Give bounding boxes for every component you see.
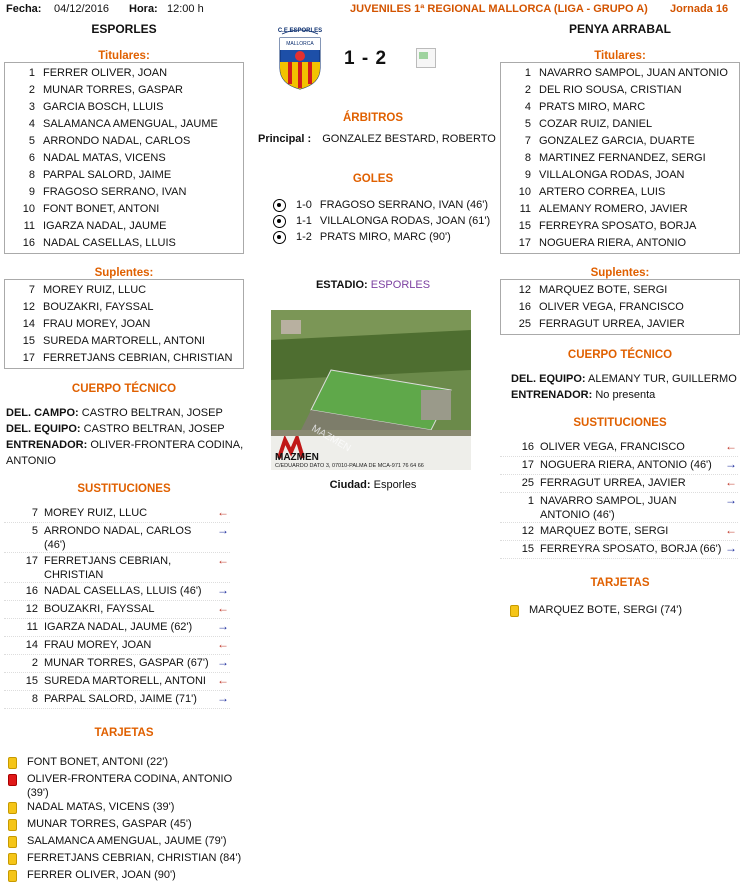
player-name: FERRETJANS CEBRIAN, CHRISTIAN	[43, 352, 233, 364]
player-row	[5, 201, 243, 218]
goal-score: 1-0	[296, 199, 312, 211]
sub-name: MARQUEZ BOTE, SERGI	[540, 525, 669, 537]
staff-row	[6, 437, 244, 469]
card-row	[4, 772, 244, 800]
yellow-card-icon	[8, 802, 17, 814]
yellow-card-icon	[8, 836, 17, 848]
player-name: ARRONDO NADAL, CARLOS	[43, 135, 191, 147]
sub-name: FRAU MOREY, JOAN	[44, 639, 152, 651]
hora-label: Hora:	[129, 3, 158, 15]
player-number: 7	[524, 135, 531, 147]
player-row	[501, 235, 739, 252]
home-team-column	[4, 22, 244, 885]
referee-row	[258, 133, 496, 145]
player-name: NOGUERA RIERA, ANTONIO	[539, 237, 687, 249]
sub-name: SUREDA MARTORELL, ANTONI	[44, 675, 206, 687]
player-name: FONT BONET, ANTONI	[43, 203, 160, 215]
sub-name: ARRONDO NADAL, CARLOS (46')	[44, 525, 192, 551]
player-row	[5, 65, 243, 82]
sub-number: 5	[31, 525, 38, 537]
sub-name: NADAL CASELLAS, LLUIS (46')	[44, 585, 202, 597]
staff-row	[511, 387, 740, 403]
player-number: 7	[28, 284, 35, 296]
card-row	[4, 755, 244, 772]
goal-score: 1-1	[296, 215, 312, 227]
yellow-card-icon	[8, 853, 17, 865]
sub-out-arrow-icon: →	[725, 457, 737, 471]
player-name: FERRAGUT URREA, JAVIER	[539, 318, 685, 330]
staff-name: OLIVER-FRONTERA CODINA, ANTONIO	[6, 439, 244, 467]
away-titulares-list	[500, 62, 740, 254]
goles-title: GOLES	[352, 173, 394, 185]
sub-name: FERREYRA SPOSATO, BORJA (66')	[540, 543, 722, 555]
goal-row	[273, 213, 490, 229]
player-row	[5, 184, 243, 201]
away-sust-title: SUSTITUCIONES	[573, 417, 667, 429]
principal-label: Principal :	[258, 133, 312, 145]
sub-number: 16	[521, 441, 534, 453]
substitution-row	[500, 457, 738, 475]
yellow-card-icon	[8, 757, 17, 769]
player-number: 10	[518, 186, 531, 198]
crest-text-mid: MALLORCA	[286, 41, 314, 47]
substitution-row	[4, 553, 230, 583]
sub-out-arrow-icon: →	[217, 655, 229, 669]
player-number: 11	[519, 203, 531, 215]
substitution-row	[4, 637, 230, 655]
card-player-name: FONT BONET, ANTONI (22')	[27, 756, 169, 768]
card-player-name: MARQUEZ BOTE, SERGI (74')	[529, 604, 683, 616]
away-titulares-title: Titulares:	[594, 50, 646, 62]
player-row	[501, 316, 739, 333]
player-row	[501, 116, 739, 133]
player-number: 8	[28, 169, 35, 181]
photo-caption: C/EDUARDO DATO 3, 07010-PALMA DE MCA-971 76 64 66	[275, 463, 424, 469]
goal-row	[273, 197, 490, 213]
player-number: 2	[28, 84, 35, 96]
substitution-row	[4, 619, 230, 637]
player-number: 2	[524, 84, 531, 96]
sub-number: 7	[31, 507, 38, 519]
card-row	[4, 868, 244, 885]
away-team-column	[500, 22, 740, 620]
home-cuerpo-title: CUERPO TÉCNICO	[71, 383, 177, 395]
sub-in-arrow-icon: ←	[725, 475, 737, 489]
card-player-name: FERRER OLIVER, JOAN (90')	[27, 869, 176, 881]
player-name: BOUZAKRI, FAYSSAL	[43, 301, 154, 313]
away-cuerpo-list	[500, 371, 740, 403]
card-player-name: FERRETJANS CEBRIAN, CHRISTIAN (84')	[27, 852, 242, 864]
player-name: NAVARRO SAMPOL, JUAN ANTONIO	[539, 67, 728, 79]
player-name: GONZALEZ GARCIA, DUARTE	[539, 135, 695, 147]
sub-in-arrow-icon: ←	[217, 673, 229, 687]
player-row	[5, 299, 243, 316]
sub-number: 14	[25, 639, 38, 651]
sub-number: 17	[25, 555, 38, 567]
player-number: 10	[22, 203, 35, 215]
red-card-icon	[8, 774, 17, 786]
ciudad-label: Ciudad:	[329, 479, 371, 491]
staff-name: No presenta	[595, 389, 656, 401]
substitution-row	[4, 691, 230, 709]
player-number: 1	[28, 67, 35, 79]
card-row	[4, 834, 244, 851]
card-player-name: NADAL MATAS, VICENS (39')	[27, 801, 175, 813]
player-row	[5, 133, 243, 150]
staff-name: CASTRO BELTRAN, JOSEP	[83, 423, 225, 435]
card-player-name: OLIVER-FRONTERA CODINA, ANTONIO (39')	[27, 773, 233, 799]
player-row	[5, 282, 243, 299]
substitution-row	[4, 583, 230, 601]
player-number: 5	[28, 135, 35, 147]
home-titulares-title: Titulares:	[98, 50, 150, 62]
sub-number: 17	[521, 459, 534, 471]
sub-in-arrow-icon: ←	[217, 505, 229, 519]
staff-role: DEL. EQUIPO:	[6, 423, 81, 435]
competition-title: JUVENILES 1ª REGIONAL MALLORCA (LIGA - GRUPO A)	[350, 3, 648, 15]
substitution-row	[500, 475, 738, 493]
player-name: DEL RIO SOUSA, CRISTIAN	[539, 84, 682, 96]
player-row	[501, 167, 739, 184]
sub-in-arrow-icon: ←	[217, 553, 229, 567]
staff-name: CASTRO BELTRAN, JOSEP	[81, 407, 223, 419]
goal-scorer: PRATS MIRO, MARC (90')	[319, 231, 451, 243]
fecha-label: Fecha:	[6, 3, 42, 15]
yellow-card-icon	[8, 870, 17, 882]
player-row	[5, 350, 243, 367]
stadium-photo	[271, 310, 471, 470]
card-player-name: MUNAR TORRES, GASPAR (45')	[27, 818, 192, 830]
player-row	[501, 65, 739, 82]
yellow-card-icon	[8, 819, 17, 831]
player-name: GARCIA BOSCH, LLUIS	[43, 101, 164, 113]
player-row	[5, 99, 243, 116]
player-row	[5, 235, 243, 252]
player-name: FERRER OLIVER, JOAN	[43, 67, 168, 79]
hora-value: 12:00 h	[167, 3, 204, 15]
player-row	[501, 282, 739, 299]
sub-name: PARPAL SALORD, JAIME (71')	[44, 693, 197, 705]
player-number: 9	[524, 169, 531, 181]
player-row	[501, 201, 739, 218]
away-tarjetas-title: TARJETAS	[590, 577, 650, 589]
substitution-row	[500, 523, 738, 541]
goal-score: 1-2	[296, 231, 312, 243]
player-row	[5, 116, 243, 133]
card-row	[4, 817, 244, 834]
staff-row	[6, 405, 244, 421]
city-row	[250, 479, 496, 491]
sub-out-arrow-icon: →	[217, 691, 229, 705]
sub-in-arrow-icon: ←	[725, 523, 737, 537]
player-name: COZAR RUIZ, DANIEL	[539, 118, 653, 130]
sub-name: NAVARRO SAMPOL, JUAN ANTONIO (46')	[540, 495, 677, 521]
player-name: NADAL MATAS, VICENS	[43, 152, 166, 164]
card-player-name: SALAMANCA AMENGUAL, JAUME (79')	[27, 835, 227, 847]
match-header	[0, 0, 754, 20]
fecha-value: 04/12/2016	[54, 3, 110, 15]
away-suplentes-title: Suplentes:	[590, 267, 650, 279]
player-number: 25	[518, 318, 531, 330]
staff-role: ENTRENADOR:	[6, 439, 88, 451]
away-cuerpo-title: CUERPO TÉCNICO	[567, 349, 673, 361]
player-row	[5, 167, 243, 184]
sub-number: 1	[527, 495, 534, 507]
player-number: 6	[28, 152, 35, 164]
photo-footer	[271, 436, 471, 470]
sub-number: 2	[31, 657, 38, 669]
player-number: 4	[524, 101, 531, 113]
player-number: 5	[524, 118, 531, 130]
player-name: FERREYRA SPOSATO, BORJA	[539, 220, 697, 232]
card-row	[506, 603, 740, 620]
player-row	[5, 82, 243, 99]
staff-row	[511, 371, 740, 387]
home-tarjetas-list	[4, 755, 244, 885]
substitution-row	[500, 493, 738, 523]
staff-role: ENTRENADOR:	[511, 389, 593, 401]
substitution-row	[500, 439, 738, 457]
player-number: 12	[518, 284, 531, 296]
sub-name: MUNAR TORRES, GASPAR (67')	[44, 657, 209, 669]
soccer-ball-icon	[273, 215, 286, 228]
player-row	[501, 150, 739, 167]
goal-row	[273, 229, 490, 245]
goals-list	[273, 197, 490, 245]
sub-number: 16	[25, 585, 38, 597]
player-number: 16	[22, 237, 35, 249]
player-name: SALAMANCA AMENGUAL, JAUME	[43, 118, 218, 130]
sub-number: 8	[31, 693, 38, 705]
player-name: FRAGOSO SERRANO, IVAN	[43, 186, 187, 198]
player-number: 15	[22, 335, 35, 347]
goal-scorer: VILLALONGA RODAS, JOAN (61')	[319, 215, 491, 227]
player-name: PARPAL SALORD, JAIME	[43, 169, 172, 181]
player-number: 1	[524, 67, 531, 79]
sub-out-arrow-icon: →	[217, 583, 229, 597]
player-name: MUNAR TORRES, GASPAR	[43, 84, 183, 96]
player-number: 8	[524, 152, 531, 164]
sub-out-arrow-icon: →	[217, 619, 229, 633]
sub-out-arrow-icon: →	[217, 523, 229, 537]
goal-scorer: FRAGOSO SERRANO, IVAN (46')	[319, 199, 489, 211]
home-team-name: ESPORLES	[91, 22, 157, 36]
player-number: 11	[23, 220, 35, 232]
player-name: SUREDA MARTORELL, ANTONI	[43, 335, 205, 347]
sub-number: 12	[521, 525, 534, 537]
home-tarjetas-title: TARJETAS	[94, 727, 154, 739]
player-number: 3	[28, 101, 35, 113]
player-row	[5, 218, 243, 235]
away-team-crest-placeholder	[416, 48, 436, 68]
player-name: IGARZA NADAL, JAUME	[43, 220, 167, 232]
player-name: PRATS MIRO, MARC	[539, 101, 646, 113]
sub-in-arrow-icon: ←	[217, 637, 229, 651]
home-team-crest	[276, 28, 324, 90]
player-row	[5, 333, 243, 350]
substitution-row	[500, 541, 738, 559]
home-titulares-list	[4, 62, 244, 254]
staff-role: DEL. EQUIPO:	[511, 373, 586, 385]
sub-in-arrow-icon: ←	[725, 439, 737, 453]
sub-name: FERRETJANS CEBRIAN, CHRISTIAN	[44, 555, 172, 581]
principal-referee: GONZALEZ BESTARD, ROBERTO	[322, 133, 496, 145]
player-name: OLIVER VEGA, FRANCISCO	[539, 301, 684, 313]
card-row	[4, 851, 244, 868]
player-number: 4	[28, 118, 35, 130]
player-name: FRAU MOREY, JOAN	[43, 318, 151, 330]
broken-image-icon	[419, 52, 428, 59]
player-row	[5, 316, 243, 333]
home-suplentes-title: Suplentes:	[94, 267, 154, 279]
staff-row	[6, 421, 244, 437]
player-name: VILLALONGA RODAS, JOAN	[539, 169, 685, 181]
sub-name: IGARZA NADAL, JAUME (62')	[44, 621, 193, 633]
substitution-row	[4, 655, 230, 673]
sub-name: MOREY RUIZ, LLUC	[44, 507, 148, 519]
away-sust-list	[500, 439, 738, 559]
sub-number: 11	[26, 621, 38, 633]
player-row	[501, 133, 739, 150]
soccer-ball-icon	[273, 231, 286, 244]
player-row	[501, 82, 739, 99]
jornada-label: Jornada 16	[670, 3, 729, 15]
crest-text-top: C.E.ESPORLES	[277, 28, 323, 34]
sub-name: NOGUERA RIERA, ANTONIO (46')	[540, 459, 712, 471]
away-tarjetas-list	[500, 603, 740, 620]
sub-name: OLIVER VEGA, FRANCISCO	[540, 441, 685, 453]
soccer-ball-icon	[273, 199, 286, 212]
player-number: 17	[518, 237, 531, 249]
home-sust-list	[4, 505, 230, 709]
sub-number: 15	[521, 543, 534, 555]
player-number: 14	[22, 318, 35, 330]
player-number: 15	[518, 220, 531, 232]
sub-name: FERRAGUT URREA, JAVIER	[540, 477, 686, 489]
player-number: 9	[28, 186, 35, 198]
sub-out-arrow-icon: →	[725, 541, 737, 555]
player-row	[501, 99, 739, 116]
home-cuerpo-list	[4, 405, 244, 469]
substitution-row	[4, 505, 230, 523]
player-row	[501, 218, 739, 235]
player-name: ALEMANY ROMERO, JAVIER	[539, 203, 688, 215]
home-suplentes-list	[4, 279, 244, 369]
player-number: 12	[22, 301, 35, 313]
photo-logo-text: MAZMEN	[275, 452, 319, 463]
city-value: Esporles	[373, 479, 417, 491]
sub-number: 15	[25, 675, 38, 687]
arbitros-title: ÁRBITROS	[342, 112, 404, 124]
away-team-name: PENYA ARRABAL	[568, 22, 671, 36]
staff-name: ALEMANY TUR, GUILLERMO	[588, 373, 737, 385]
substitution-row	[4, 601, 230, 619]
player-row	[501, 299, 739, 316]
substitution-row	[4, 673, 230, 691]
stadium-link[interactable]: ESPORLES	[370, 279, 431, 291]
yellow-card-icon	[510, 605, 519, 617]
sub-number: 25	[521, 477, 534, 489]
estadio-label: ESTADIO:	[315, 279, 368, 291]
card-row	[4, 800, 244, 817]
player-number: 17	[22, 352, 35, 364]
player-row	[5, 150, 243, 167]
home-sust-title: SUSTITUCIONES	[77, 483, 171, 495]
player-name: NADAL CASELLAS, LLUIS	[43, 237, 176, 249]
away-suplentes-list	[500, 279, 740, 335]
sub-out-arrow-icon: →	[725, 493, 737, 507]
player-name: MARTINEZ FERNANDEZ, SERGI	[539, 152, 706, 164]
sub-number: 12	[25, 603, 38, 615]
player-name: MOREY RUIZ, LLUC	[43, 284, 147, 296]
player-name: MARQUEZ BOTE, SERGI	[539, 284, 668, 296]
staff-role: DEL. CAMPO:	[6, 407, 79, 419]
sub-name: BOUZAKRI, FAYSSAL	[44, 603, 155, 615]
sub-in-arrow-icon: ←	[217, 601, 229, 615]
player-name: ARTERO CORREA, LUIS	[539, 186, 666, 198]
substitution-row	[4, 523, 230, 553]
player-row	[501, 184, 739, 201]
match-score: 1 - 2	[344, 48, 388, 69]
stadium-row	[250, 279, 496, 291]
player-number: 16	[518, 301, 531, 313]
